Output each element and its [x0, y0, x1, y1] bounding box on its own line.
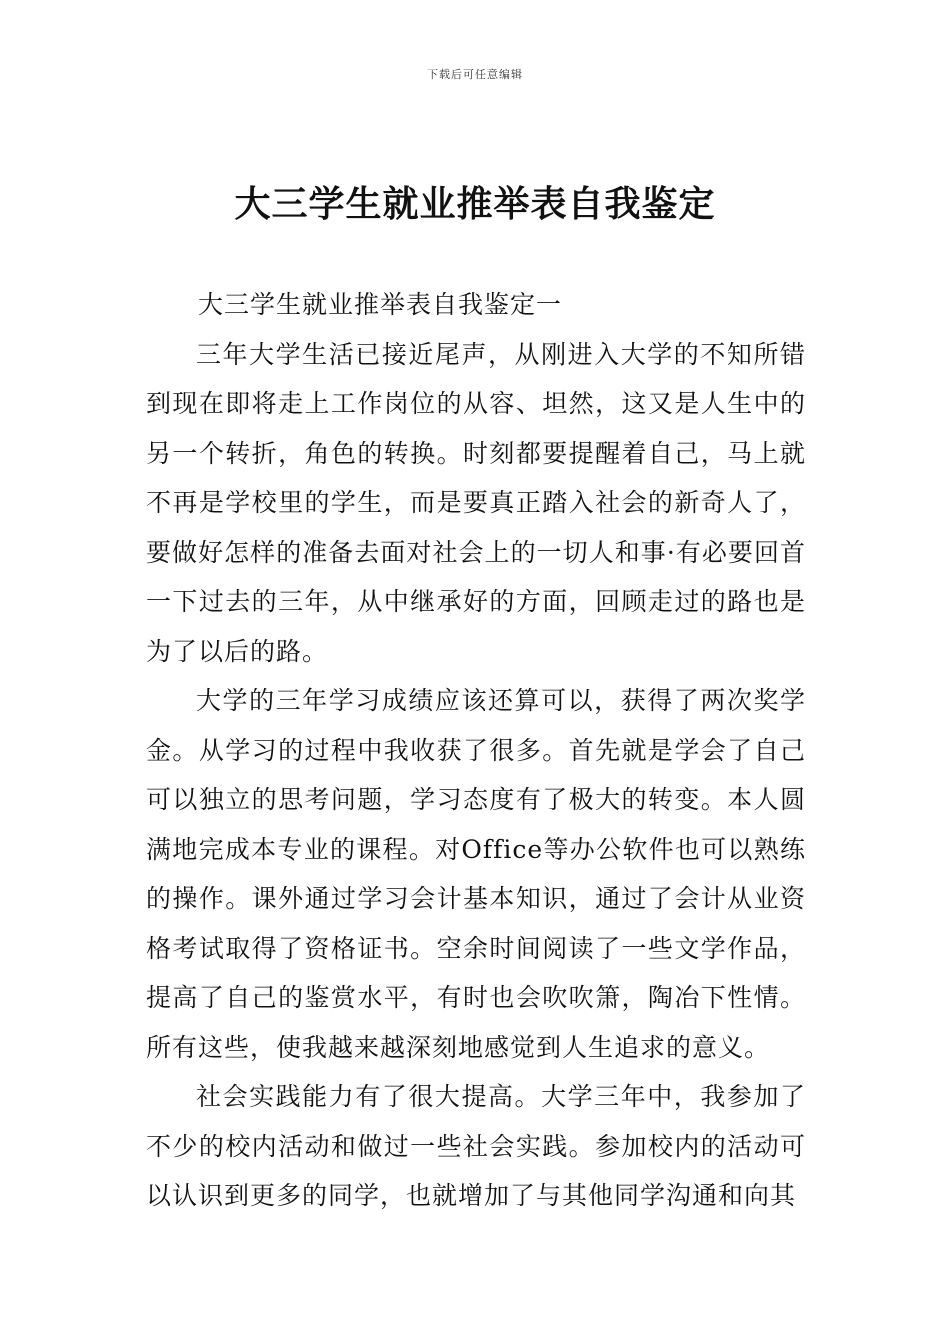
paragraph: 社会实践能力有了很大提高。大学三年中，我参加了不少的校内活动和做过一些社会实践。参加校内的活动可以认识到更多的同学，也就增加了与其他同学沟通和向其 [146, 1082, 806, 1210]
header-note: 下载后可任意编辑 [427, 68, 523, 81]
paragraph: 大学的三年学习成绩应该还算可以，获得了两次奖学金。从学习的过程中我收获了很多。首先就是学会了自己可以独立的思考问题，学习态度有了极大的转变。本人圆满地完成本专业的课程。对Office等办公软件也可以熟练的操作。课外通过学习会计基本知识，通过了会计从业资格考试取得了资格证书。空余时间阅读了一些文学作品，提高了自己的鉴赏水平，有时也会吹吹箫，陶冶下性情。所有这些，使我越来越深刻地感觉到人生追求的意义。 [146, 686, 806, 1062]
document-body [146, 280, 806, 1221]
section-subheading: 大三学生就业推举表自我鉴定一 [198, 290, 563, 319]
document-title: 大三学生就业推举表自我鉴定 [234, 184, 716, 225]
paragraph: 三年大学生活已接近尾声，从刚进入大学的不知所错到现在即将走上工作岗位的从容、坦然，这又是人生中的另一个转折，角色的转换。时刻都要提醒着自己，马上就不再是学校里的学生，而是要真正踏入社会的新奇人了，要做好怎样的准备去面对社会上的一切人和事·有必要回首一下过去的三年，从中继承好的方面，回顾走过的路也是为了以后的路。 [146, 339, 806, 666]
